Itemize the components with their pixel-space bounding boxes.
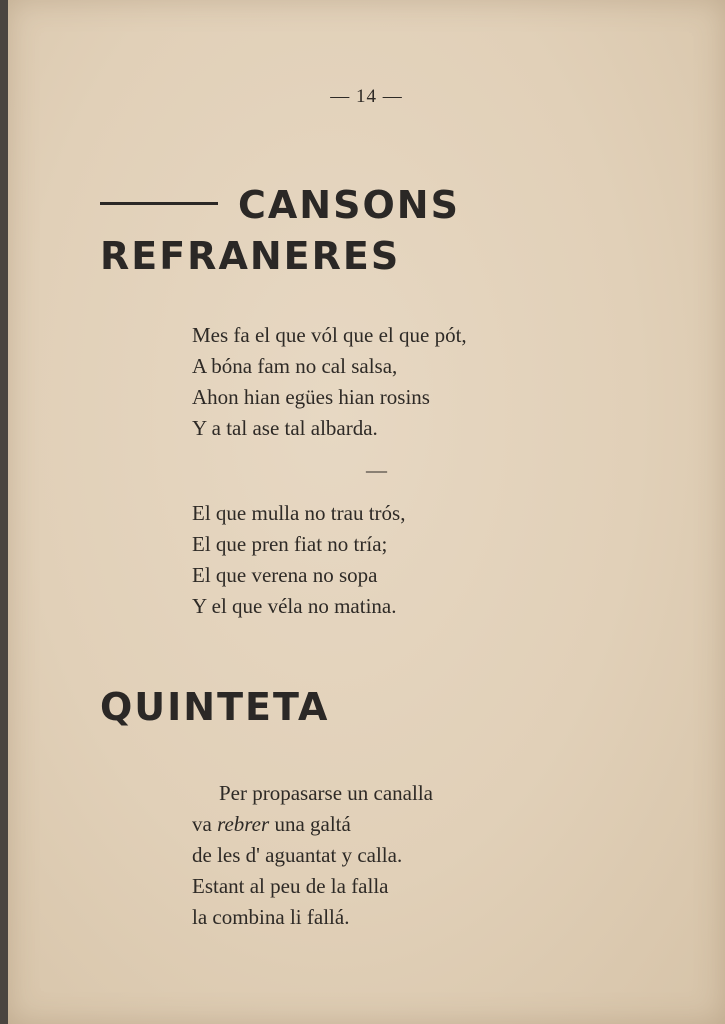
verse-line: A bóna fam no cal salsa,: [192, 354, 398, 378]
verse-line: Estant al peu de la falla: [192, 874, 389, 898]
verse-line: Per propasarse un canalla: [219, 781, 433, 805]
verse-italic-word: rebrer: [217, 812, 270, 836]
verse-line: la combina li fallá.: [192, 905, 350, 929]
page-number: — 14 —: [330, 86, 403, 107]
book-page: [8, 0, 725, 1024]
verse-line: Y a tal ase tal albarda.: [192, 416, 378, 440]
section-title-cansons: [100, 183, 460, 227]
stanza-2: [192, 498, 405, 622]
verse-line: El que verena no sopa: [192, 563, 378, 587]
quinteta-stanza: [192, 778, 433, 933]
verse-word: una galtá: [274, 812, 351, 836]
title-rule: [100, 202, 218, 205]
verse-line: El que mulla no trau trós,: [192, 501, 406, 525]
verse-line: El que pren fiat no tría;: [192, 532, 388, 556]
verse-line: Ahon hian egües hian rosins: [192, 385, 430, 409]
verse-line: Mes fa el que vól que el que pót,: [192, 323, 467, 347]
stanza-1: [192, 320, 467, 444]
verse-line: [192, 809, 433, 840]
section-title-refraneres: REFRANERES: [100, 234, 401, 278]
stanza-separator: —: [366, 458, 387, 482]
verse-line: de les d' aguantat y calla.: [192, 843, 403, 867]
section-title-quinteta: QUINTETA: [100, 685, 330, 729]
section-title-line1: CANSONS: [238, 183, 460, 227]
verse-line: Y el que véla no matina.: [192, 594, 397, 618]
verse-word: va: [192, 812, 212, 836]
